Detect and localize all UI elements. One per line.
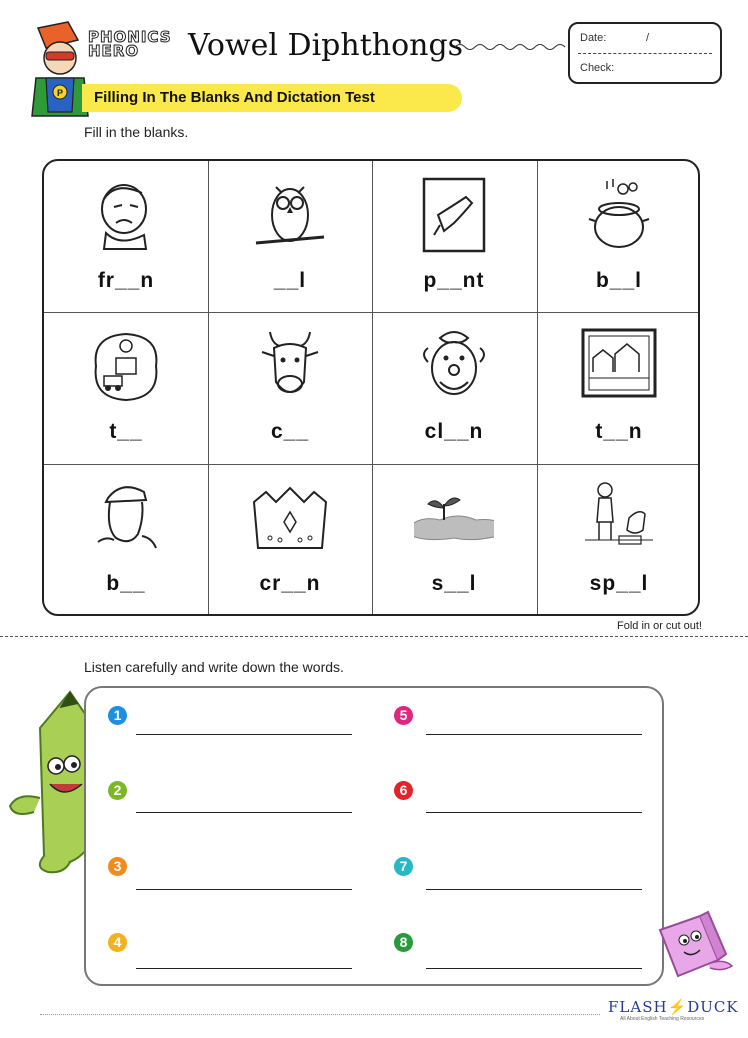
blank-word: sp__l (589, 572, 649, 595)
item-number: 2 (113, 782, 122, 798)
blank-word: p__nt (423, 269, 485, 292)
item-number-badge (394, 933, 413, 952)
date-separator (578, 53, 712, 54)
blank-word: t__ (109, 420, 143, 443)
brand-line-2: HERO (88, 42, 140, 60)
brand-line-1: PHONICS (88, 28, 172, 46)
dictation-box (84, 686, 664, 986)
clown-icon (414, 326, 494, 406)
crown-icon (250, 478, 330, 558)
answer-line[interactable] (136, 812, 352, 813)
answer-line[interactable] (426, 812, 642, 813)
answer-line[interactable] (426, 968, 642, 969)
answer-line[interactable] (426, 734, 642, 735)
item-number: 3 (113, 858, 122, 874)
blank-word: b__ (106, 572, 146, 595)
logo-tagline: All About English Teaching Resources (620, 1016, 705, 1022)
blank-word: t__n (595, 420, 643, 443)
fill-blanks-instruction: Fill in the blanks. (84, 124, 189, 140)
owl-icon (250, 175, 330, 255)
grid-cell-soil (372, 464, 536, 615)
grid-cell-boil (537, 161, 700, 312)
blank-word: b__l (595, 269, 643, 292)
grid-cell-crown (208, 464, 372, 615)
answer-line[interactable] (136, 889, 352, 890)
item-number-badge (108, 706, 127, 725)
town-picture-icon (579, 326, 659, 406)
footer-divider (40, 1014, 600, 1015)
item-number-badge (108, 933, 127, 952)
grid-cell-clown (372, 312, 536, 463)
lightning-bolt-icon: ⚡ (667, 998, 688, 1016)
soil-sprout-icon (414, 478, 494, 558)
answer-line[interactable] (136, 968, 352, 969)
logo-text-right: DUCK (687, 998, 739, 1016)
grid-cell-boy (44, 464, 208, 615)
answer-line[interactable] (136, 734, 352, 735)
check-label: Check: (580, 62, 615, 74)
answer-line[interactable] (426, 889, 642, 890)
grid-cell-town (537, 312, 700, 463)
page-title: Vowel Diphthongs (188, 28, 464, 63)
item-number: 7 (399, 858, 408, 874)
item-number-badge (394, 781, 413, 800)
item-number: 6 (399, 782, 408, 798)
blank-word: c__ (270, 420, 310, 443)
fold-note: Fold in or cut out! (617, 620, 702, 632)
item-number-badge (394, 706, 413, 725)
grid-cell-point (372, 161, 536, 312)
boiling-pot-icon (579, 175, 659, 255)
blank-word: fr__n (97, 269, 155, 292)
cut-line (0, 636, 748, 637)
blank-word: cr__n (259, 572, 321, 595)
date-label: Date: (580, 32, 607, 44)
date-check-box (568, 22, 722, 84)
dictation-instruction: Listen carefully and write down the words. (84, 659, 344, 675)
item-number: 4 (113, 934, 122, 950)
cow-icon (250, 326, 330, 406)
squiggle-divider (455, 40, 570, 54)
boy-cap-icon (86, 478, 166, 558)
grid-cell-spoil (537, 464, 700, 615)
logo-text-left: FLASH (608, 998, 668, 1016)
grid-cell-cow (208, 312, 372, 463)
item-number-badge (108, 781, 127, 800)
item-number: 5 (399, 707, 408, 723)
pointing-hand-icon (414, 175, 494, 255)
phonics-hero-logo (88, 30, 172, 58)
frowning-boy-icon (86, 175, 166, 255)
item-number-badge (394, 857, 413, 876)
subtitle-banner: Filling In The Blanks And Dictation Test (82, 84, 462, 112)
toys-icon (86, 326, 166, 406)
item-number-badge (108, 857, 127, 876)
blank-word: __l (273, 269, 307, 292)
eraser-mascot-icon (646, 910, 736, 994)
fill-in-grid (42, 159, 700, 616)
flashduck-logo (608, 998, 739, 1016)
grid-cell-owl (208, 161, 372, 312)
item-number: 8 (399, 934, 408, 950)
blank-word: s__l (431, 572, 477, 595)
pencil-mascot-icon (4, 688, 96, 888)
svg-text:P: P (57, 88, 64, 98)
blank-word: cl__n (424, 420, 484, 443)
spilled-toys-icon (579, 478, 659, 558)
item-number: 1 (113, 707, 122, 723)
grid-cell-toy (44, 312, 208, 463)
date-slash: / (646, 32, 650, 44)
grid-cell-frown (44, 161, 208, 312)
